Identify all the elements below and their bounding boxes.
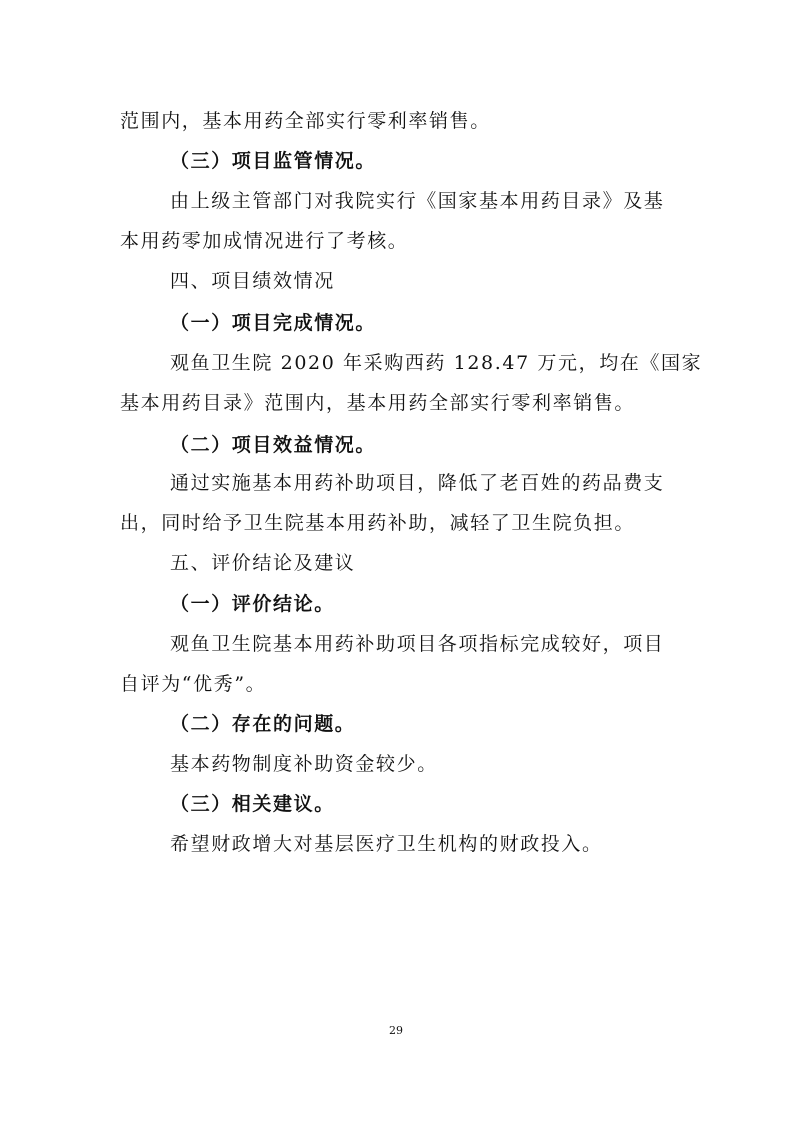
paragraph-line: 通过实施基本用药补助项目，降低了老百姓的药品费支 [170,472,665,494]
paragraph-line: 观鱼卫生院基本用药补助项目各项指标完成较好，项目 [170,633,665,655]
subsection-heading: （三）相关建议。 [170,793,335,815]
paragraph-line: 范围内，基本用药全部实行零利率销售。 [120,110,491,132]
section-heading: 五、评价结论及建议 [170,552,356,574]
paragraph-line: 基本药物制度补助资金较少。 [170,753,438,775]
page-number: 29 [389,1024,403,1037]
paragraph-line: 基本用药目录》范围内，基本用药全部实行零利率销售。 [120,392,636,414]
paragraph-line: 希望财政增大对基层医疗卫生机构的财政投入。 [170,833,603,855]
paragraph-line: 自评为“优秀”。 [120,673,267,695]
paragraph-line: 本用药零加成情况进行了考核。 [120,230,409,252]
subsection-heading: （二）存在的问题。 [170,713,356,735]
subsection-heading: （一）评价结论。 [170,593,335,615]
paragraph-line: 由上级主管部门对我院实行《国家基本用药目录》及基 [170,190,665,212]
section-heading: 四、项目绩效情况 [170,270,335,292]
subsection-heading: （三）项目监管情况。 [170,150,377,172]
paragraph-line: 观鱼卫生院 2020 年采购西药 128.47 万元，均在《国家 [170,352,703,374]
subsection-heading: （一）项目完成情况。 [170,312,377,334]
subsection-heading: （二）项目效益情况。 [170,434,377,456]
paragraph-line: 出，同时给予卫生院基本用药补助，减轻了卫生院负担。 [120,512,636,534]
